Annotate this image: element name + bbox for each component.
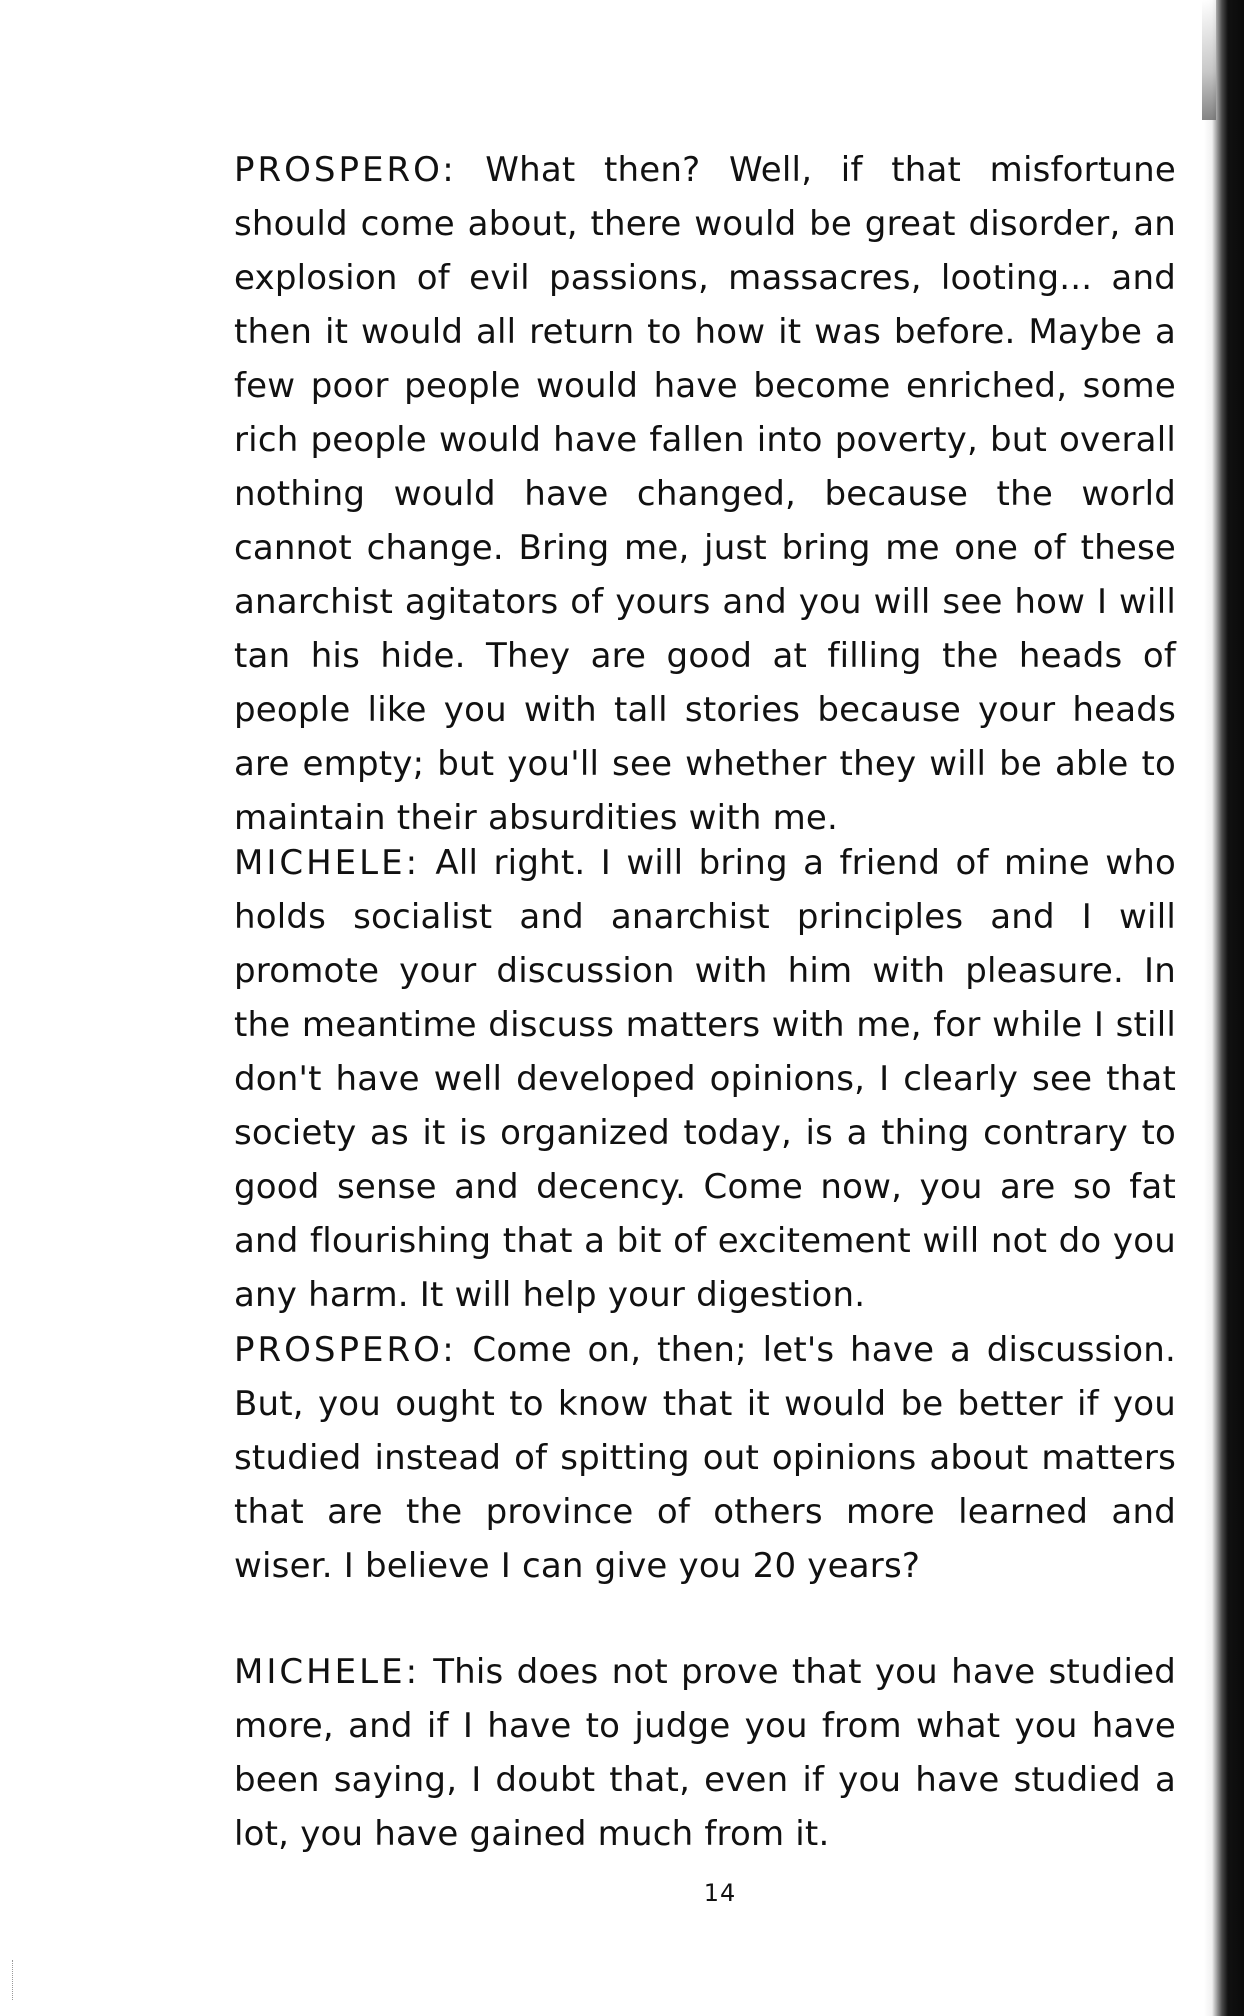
dialogue-paragraph-prospero-2 xyxy=(234,1323,1176,1593)
scan-shadow-edge-top xyxy=(1202,0,1216,120)
speaker-label: MICHELE: xyxy=(234,843,421,883)
dialogue-text: What then? Well, if that misfortune should come about, there would be great disorder, an explosion of evil passions, massacres, looting... and then it would all return to how it was before. Maybe a few poor people would have become enriched, some rich people would have fallen into poverty, but overall nothing would have changed, because the world cannot change. Bring me, just bring me one of these anarchist agitators of yours and you will see how I will tan his hide. They are good at filling the heads of people like you with tall stories because your heads are empty; but you'll see whether they will be able to maintain their absurdities with me. xyxy=(234,150,1176,838)
speaker-label: MICHELE: xyxy=(234,1652,421,1692)
scan-margin-mark xyxy=(12,1960,15,2000)
dialogue-paragraph-prospero-1 xyxy=(234,143,1176,845)
page-number: 14 xyxy=(703,1879,737,1907)
dialogue-paragraph-michele-1 xyxy=(234,836,1176,1322)
dialogue-text: Come on, then; let's have a discussion. But, you ought to know that it would be better if you studied instead of spitting out opinions about matters that are the province of others more learned and wiser. I believe I can give you 20 years? xyxy=(234,1330,1176,1586)
scan-shadow-edge xyxy=(1204,0,1244,2016)
speaker-label: PROSPERO: xyxy=(234,1330,457,1370)
dialogue-text: All right. I will bring a friend of mine who holds socialist and anarchist principles and I will promote your discussion with him with pleasure. In the meantime discuss matters with me, for while I still don't have well developed opinions, I clearly see that society as it is organized today, is a thing contrary to good sense and decency. Come now, you are so fat and flourishing that a bit of excitement will not do you any harm. It will help your digestion. xyxy=(234,843,1176,1315)
speaker-label: PROSPERO: xyxy=(234,150,457,190)
dialogue-paragraph-michele-2 xyxy=(234,1645,1176,1861)
dialogue-text: This does not prove that you have studied more, and if I have to judge you from what you have been saying, I doubt that, even if you have studied a lot, you have gained much from it. xyxy=(234,1652,1176,1854)
